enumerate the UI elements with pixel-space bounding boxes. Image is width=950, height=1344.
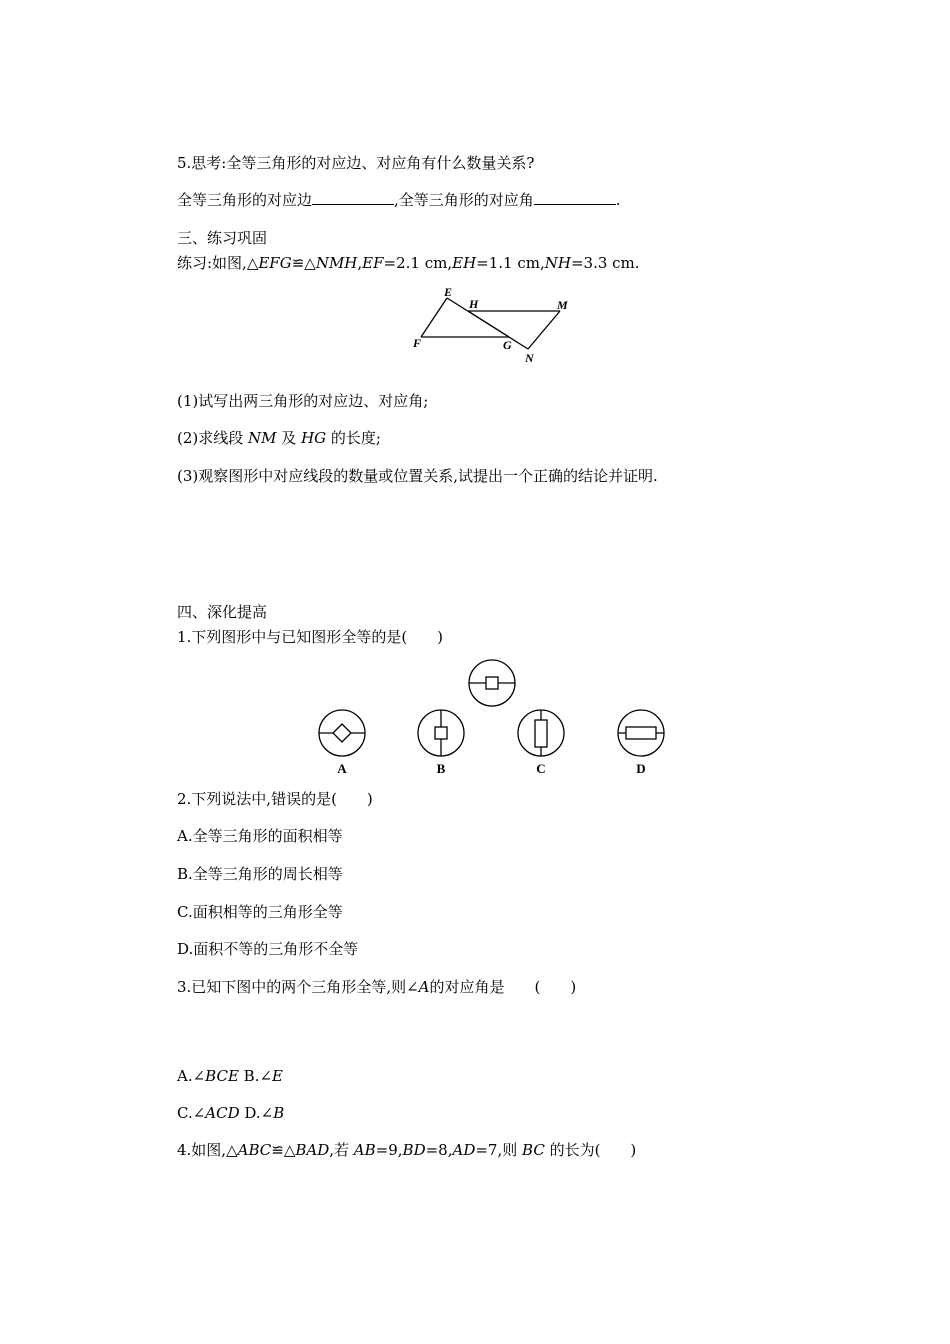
segment-mn bbox=[528, 311, 560, 349]
option-a-label: A bbox=[337, 761, 347, 776]
triangle-figure bbox=[408, 282, 580, 368]
q2-option-b: B.全等三角形的周长相等 bbox=[177, 865, 343, 883]
q1-text: 1.下列图形中与已知图形全等的是( ) bbox=[177, 628, 444, 646]
option-d-circle bbox=[618, 710, 664, 756]
q4-text: 4.如图,△ABC≌△BAD,若 AB=9,BD=8,AD=7,则 BC 的长为( ) bbox=[177, 1141, 637, 1159]
section3-heading: 三、练习巩固 bbox=[177, 229, 268, 247]
option-a-circle bbox=[319, 710, 365, 756]
option-b-circle bbox=[418, 710, 464, 756]
exercise-sub1: (1)试写出两三角形的对应边、对应角; bbox=[177, 392, 429, 410]
q2-option-a: A.全等三角形的面积相等 bbox=[177, 827, 343, 845]
q3-options-cd: C.∠ACD D.∠B bbox=[177, 1104, 285, 1122]
exercise-sub3: (3)观察图形中对应线段的数量或位置关系,试提出一个正确的结论并证明. bbox=[177, 467, 658, 485]
option-d-label: D bbox=[636, 761, 646, 776]
q2-option-d: D.面积不等的三角形不全等 bbox=[177, 940, 359, 958]
q5-fill-line: 全等三角形的对应边 ,全等三角形的对应角 . bbox=[177, 191, 621, 209]
label-f: F bbox=[413, 336, 422, 350]
circle-options-figure bbox=[314, 656, 674, 780]
segment-hn bbox=[468, 311, 528, 349]
segment-fe bbox=[421, 298, 447, 337]
exercise-statement: 练习:如图,△EFG≌△NMH,EF=2.1 cm,EH=1.1 cm,NH=3.3 cm. bbox=[177, 254, 640, 272]
section4-heading: 四、深化提高 bbox=[177, 603, 268, 621]
option-c-label: C bbox=[536, 761, 546, 776]
q3-options-ab: A.∠BCE B.∠E bbox=[177, 1067, 283, 1085]
q2-text: 2.下列说法中,错误的是( ) bbox=[177, 790, 373, 808]
q2-option-c: C.面积相等的三角形全等 bbox=[177, 903, 343, 921]
answer-blank-angles[interactable] bbox=[534, 190, 616, 205]
label-m: M bbox=[557, 298, 568, 312]
label-h: H bbox=[469, 297, 479, 311]
answer-blank-sides[interactable] bbox=[312, 190, 394, 205]
given-circle bbox=[469, 660, 515, 706]
q5-title: 5.思考:全等三角形的对应边、对应角有什么数量关系? bbox=[177, 154, 535, 172]
option-c-circle bbox=[518, 710, 564, 756]
exercise-sub2: (2)求线段 NM 及 HG 的长度; bbox=[177, 429, 381, 447]
label-e: E bbox=[444, 285, 453, 299]
label-n: N bbox=[525, 351, 534, 365]
q3-text: 3.已知下图中的两个三角形全等,则∠A的对应角是 ( ) bbox=[177, 978, 577, 996]
option-b-label: B bbox=[436, 761, 446, 776]
label-g: G bbox=[503, 338, 512, 352]
